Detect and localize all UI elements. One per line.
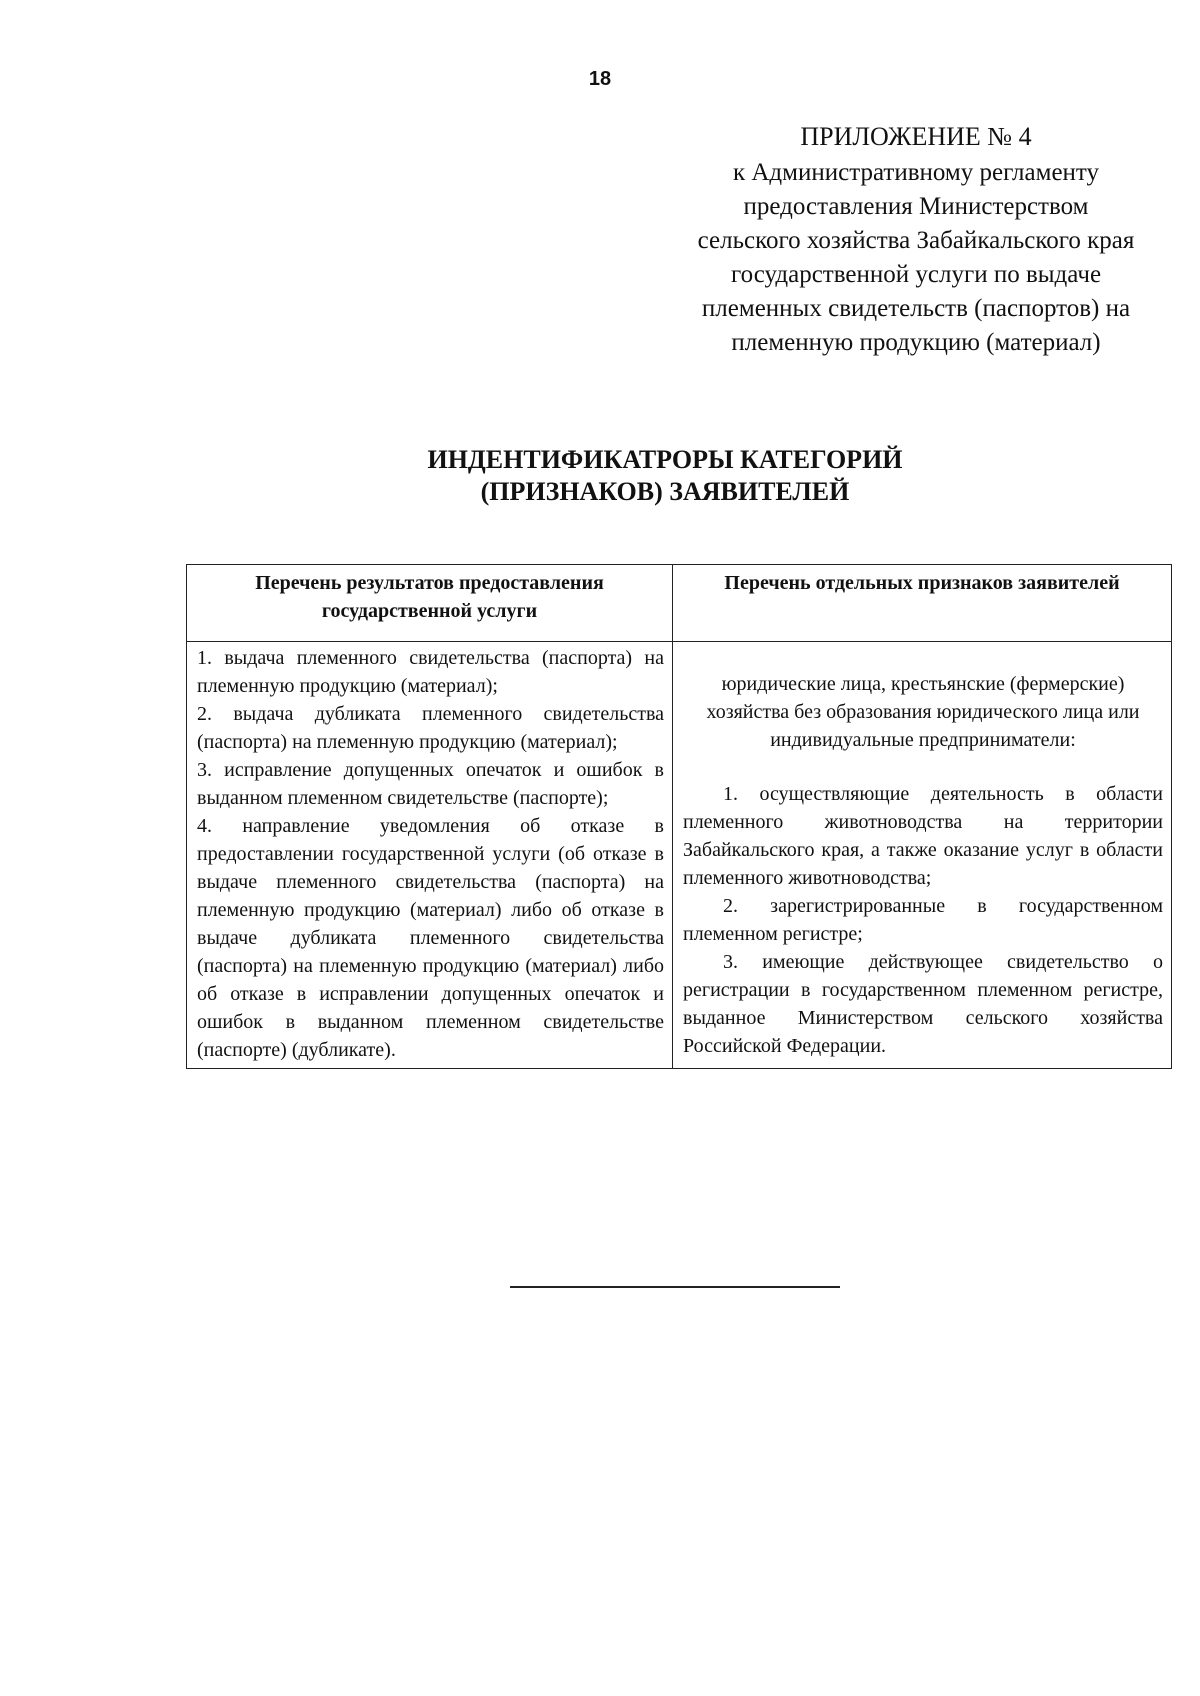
- header-applicant-signs: Перечень отдельных признаков заявителей: [673, 565, 1172, 642]
- results-cell: [187, 642, 673, 1069]
- applicant-signs-cell: [673, 642, 1172, 1069]
- result-item: 2. выдача дубликата племенного свидетельства (паспорта) на племенную продукцию (материал);: [197, 703, 664, 753]
- applicant-sign-item: 3. имеющие действующее свидетельство о регистрации в государственном племенном регистре, выданное Министерством сельского хозяйства Российской Федерации.: [683, 951, 1163, 1057]
- result-item: 1. выдача племенного свидетельства (паспорта) на племенную продукцию (материал);: [197, 647, 664, 697]
- page-number: 18: [588, 68, 612, 90]
- table-row: [187, 642, 1172, 1069]
- result-item: 4. направление уведомления об отказе в предоставлении государственной услуги (об отказе в выдаче племенного свидетельства (паспорта) на племенную продукцию (материал) либо об отказе в выдаче дубликата племенного свидетельства (паспорта) на племенную продукцию (материал) либо об отказе в исправлении допущенных опечаток и ошибок в выданном племенном свидетельстве (паспорте) (дубликате).: [197, 815, 664, 1061]
- document-title-line-1: ИНДЕНТИФИКАТРОРЫ КАТЕГОРИЙ: [427, 445, 903, 474]
- result-item: 3. исправление допущенных опечаток и ошибок в выданном племенном свидетельстве (паспорте);: [197, 759, 664, 809]
- table-header-row: [187, 565, 1172, 642]
- identifiers-table: [186, 564, 1172, 1069]
- header-results: Перечень результатов предоставления государственной услуги: [187, 565, 673, 642]
- applicant-sign-item: 2. зарегистрированные в государственном племенном регистре;: [683, 895, 1163, 945]
- appendix-title: ПРИЛОЖЕНИЕ № 4: [800, 122, 1032, 151]
- applicant-sign-item: 1. осуществляющие деятельность в области племенного животноводства на территории Забайкальского края, а также оказание услуг в области племенного животноводства;: [683, 783, 1163, 889]
- applicants-intro: юридические лица, крестьянские (фермерские) хозяйства без образования юридического лица или индивидуальные предприниматели:: [706, 673, 1140, 751]
- document-title-line-2: (ПРИЗНАКОВ) ЗАЯВИТЕЛЕЙ: [480, 477, 850, 506]
- appendix-subtitle: к Административному регламенту предоставления Министерством сельского хозяйства Забайкальского края государственной услуги по выдаче племенных свидетельств (паспортов) на племенную продукцию (материал): [697, 159, 1135, 356]
- appendix-block: [690, 120, 1142, 360]
- document-title: [380, 444, 950, 508]
- footer-divider: [510, 1286, 840, 1288]
